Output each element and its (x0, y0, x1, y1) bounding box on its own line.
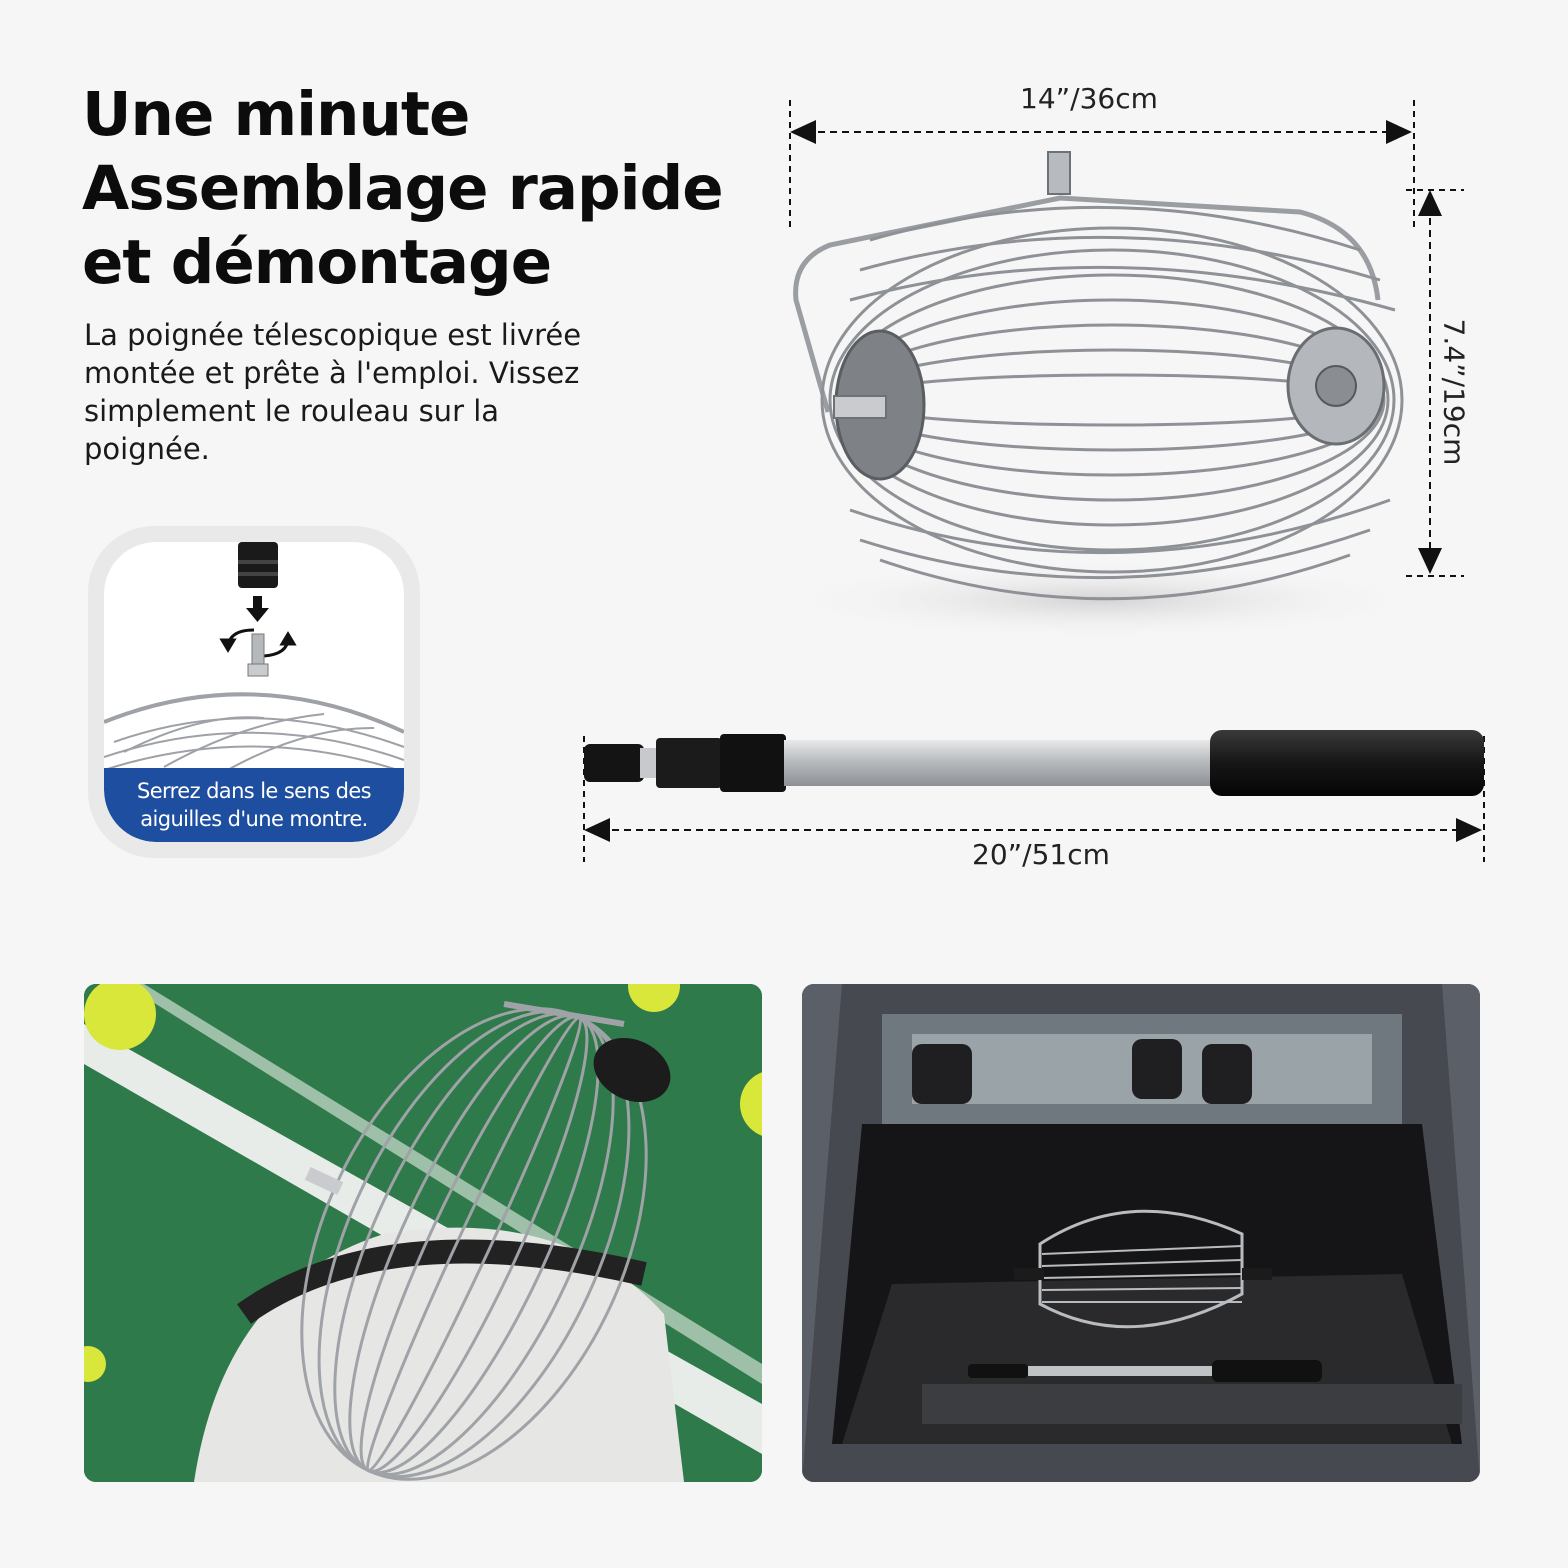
tennis-court-photo (84, 984, 762, 1482)
description-line-4: poignée. (84, 432, 210, 466)
length-label: 20”/51cm (972, 838, 1110, 871)
headline-line-1: Une minute (82, 79, 470, 150)
assembly-instruction-banner (104, 768, 404, 842)
description-line-2: montée et prête à l'emploi. Vissez (84, 356, 580, 390)
height-label: 7.4”/19cm (1437, 318, 1471, 466)
tennis-court-scene (84, 984, 762, 1482)
description-line-1: La poignée télescopique est livrée (84, 318, 582, 352)
telescopic-handle-illustration (584, 730, 1484, 796)
instruction-line-2: aiguilles d'une montre. (140, 807, 368, 831)
assembly-inset (88, 526, 420, 858)
width-dimension (790, 100, 1414, 230)
ball-cage-illustration (796, 152, 1402, 599)
width-label: 14”/36cm (1020, 82, 1158, 115)
down-arrow-icon (246, 596, 269, 622)
headline-line-3: et démontage (82, 227, 552, 298)
instruction-line-1: Serrez dans le sens des (136, 779, 372, 803)
car-trunk-photo (802, 984, 1480, 1482)
car-trunk-scene (802, 984, 1480, 1482)
assembly-inset-panel (104, 542, 404, 842)
description-line-3: simplement le rouleau sur la (84, 394, 500, 428)
headline-line-2: Assemblage rapide (82, 153, 723, 224)
